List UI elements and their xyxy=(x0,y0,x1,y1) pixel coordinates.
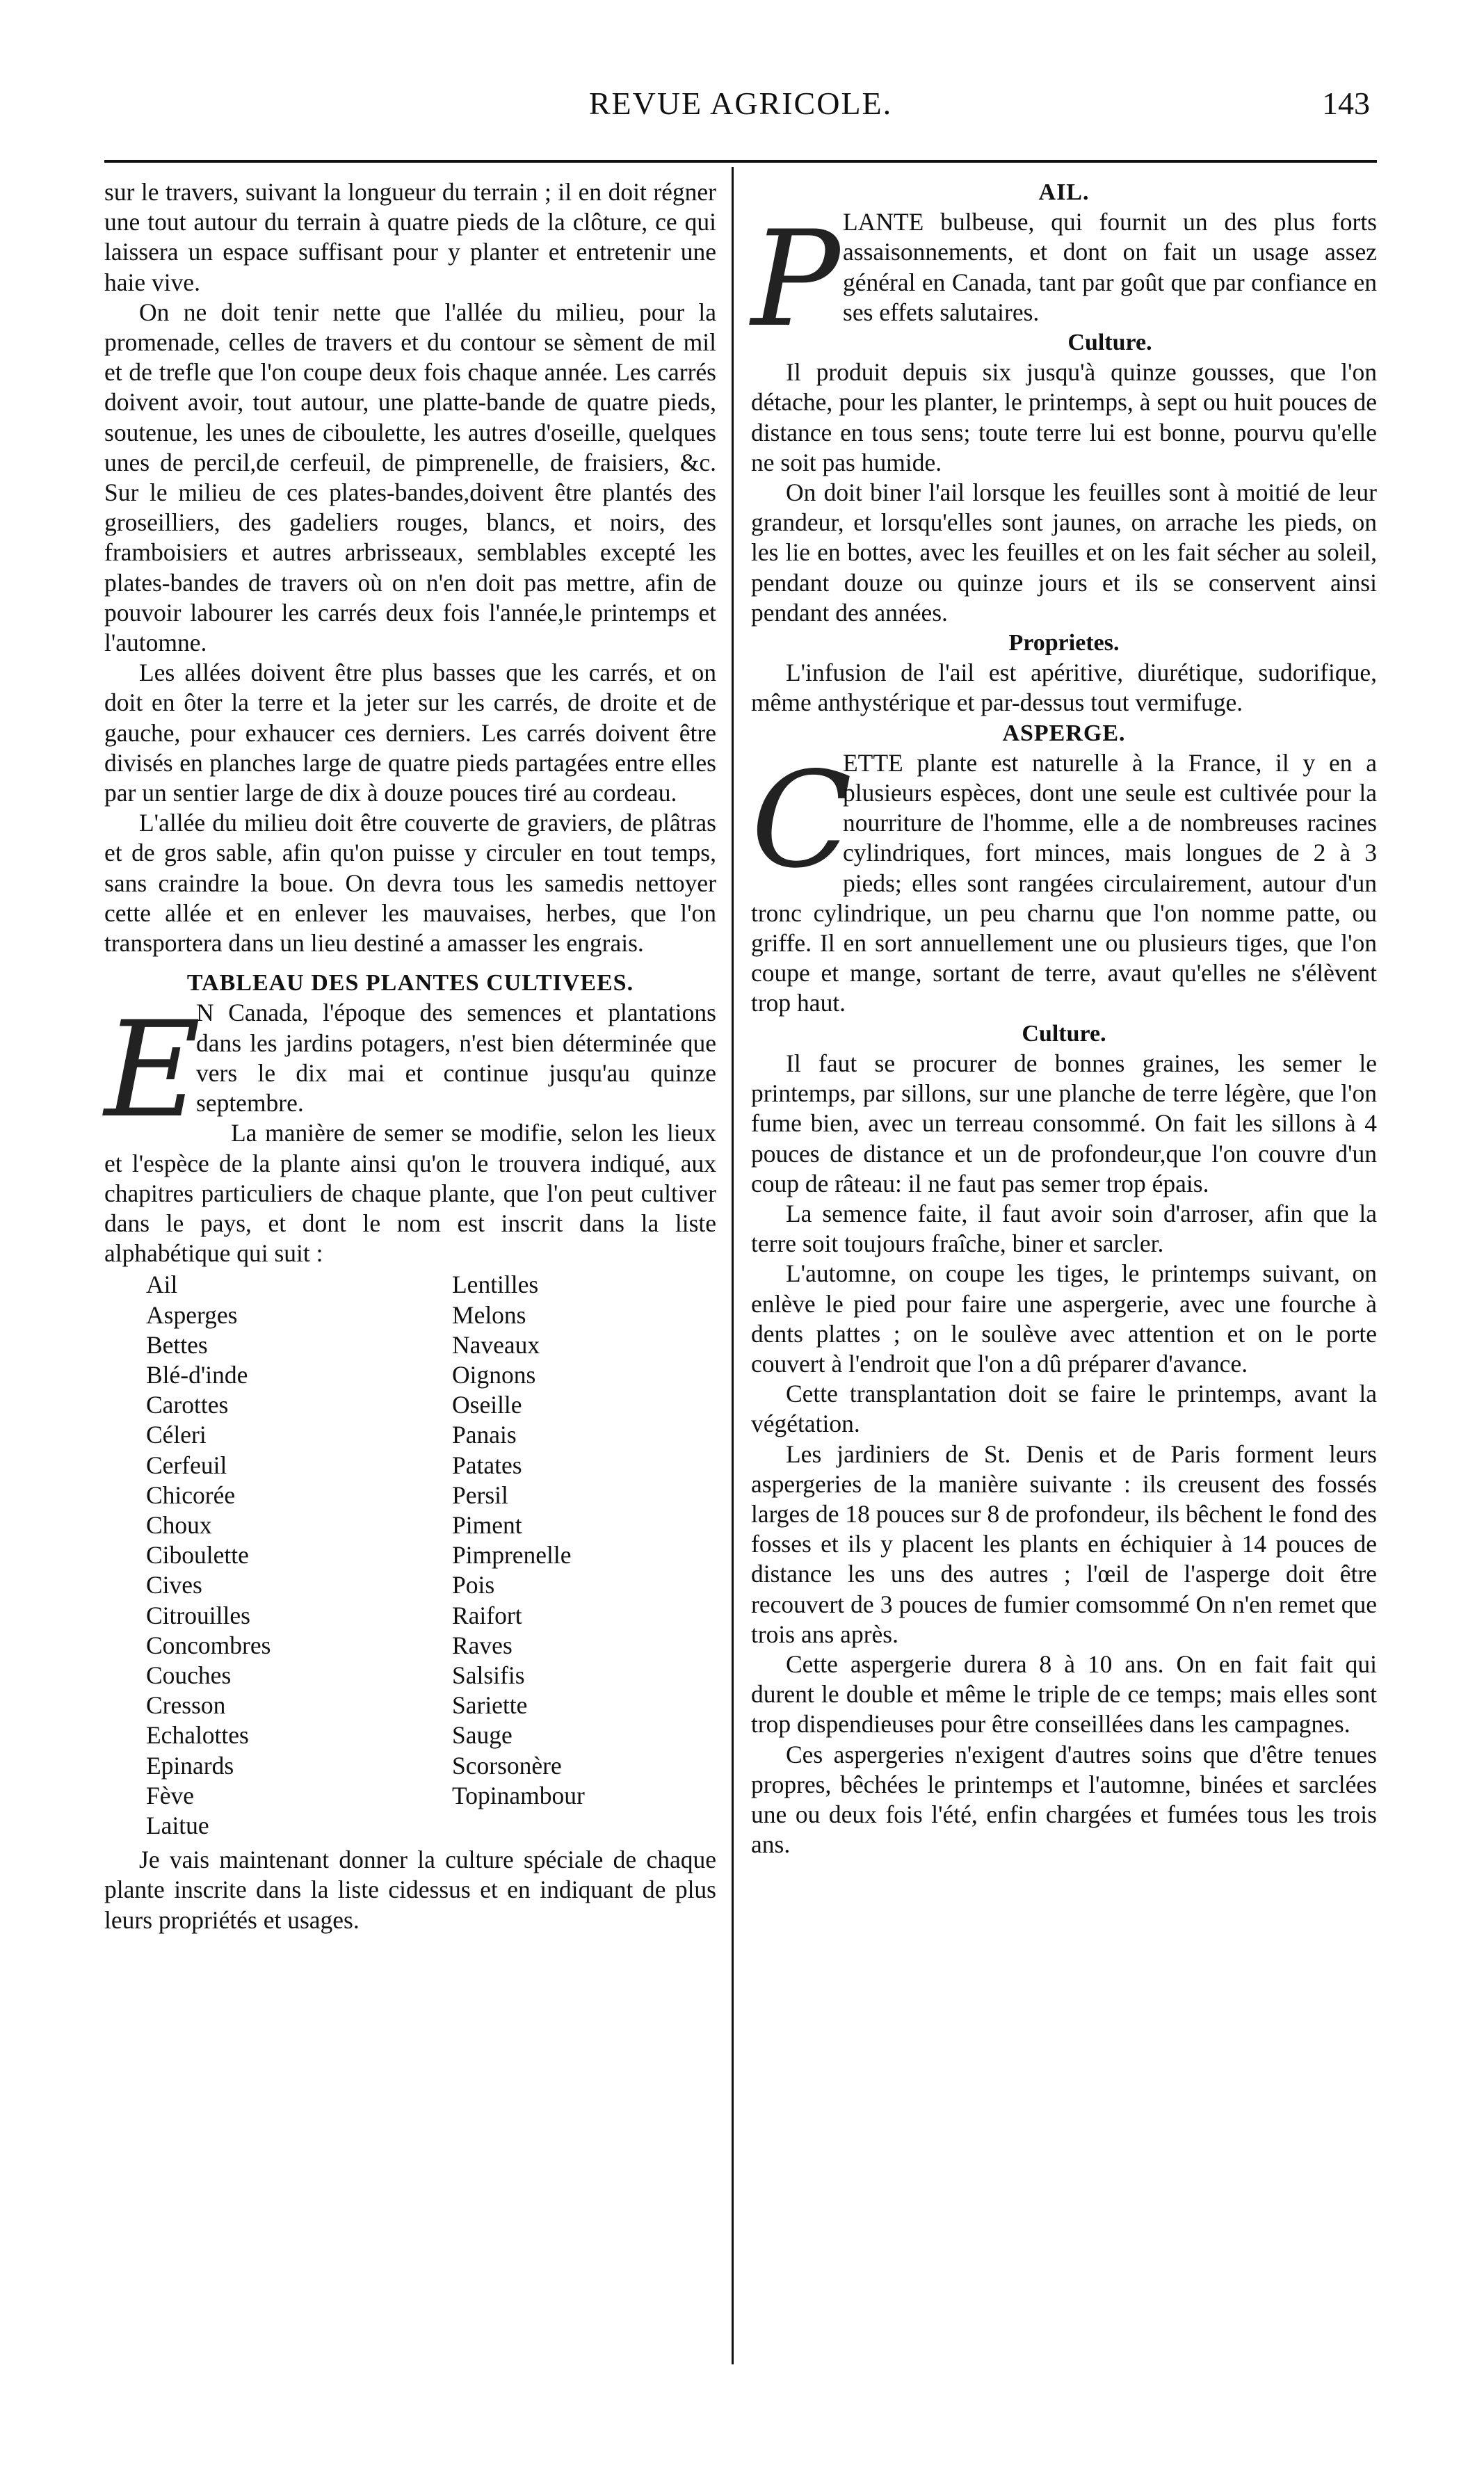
plant-list-item: Blé-d'inde xyxy=(146,1360,248,1389)
running-header xyxy=(104,85,1377,140)
plant-list-item: Ciboulette xyxy=(146,1541,249,1570)
paragraph: On ne doit tenir nette que l'allée du milieu, pour la promenade, celles de travers et du contour se sèment de mil et de trefle que l'on coupe deux fois chaque année. Les carrés doivent avoir, tout autour, une platte-bande de quatre pieds, soutenue, les unes de ciboulette, les autres d'oseille, quelques unes de percil,de cerfeuil, de pimprenelle, de fraisiers, &c. Sur le milieu de ces plates-bandes,doivent être plantés des groseilliers, des gadeliers rouges, blancs, et noirs, des framboisiers et autres arbrisseaux, semblables excepté les plates-bandes de travers où on n'en doit pas mettre, afin de pouvoir labourer les carrés deux fois l'année,le printemps et l'automne. xyxy=(104,298,716,657)
paragraph: ETTE plante est naturelle à la France, il y en a plusieurs espèces, dont une seule est cultivée pour la nourriture de l'homme, elle a de nombreuses racines cylindriques, fort minces, mais longues de 2 à 3 pieds; elles sont rangées circulairement, autour d'un tronc cylindrique, un peu charnu que l'on nomme patte, ou griffe. Il en sort annuellement une ou plusieurs tiges, que l'on coupe et mange, sortant de terre, avaut qu'elles ne s'élèvent trop haut. xyxy=(751,748,1377,1017)
plant-list-item: Echalottes xyxy=(146,1721,249,1750)
plant-list-item: Cives xyxy=(146,1571,202,1599)
plant-list-item: Asperges xyxy=(146,1300,238,1329)
page-number: 143 xyxy=(1322,86,1370,121)
plant-list-item: Scorsonère xyxy=(452,1751,562,1780)
paragraph: Il produit depuis six jusqu'à quinze gousses, que l'on détache, pour les planter, le printemps, à sept ou huit pouces de distance en tous sens; toute terre lui est bonne, pourvu qu'elle ne soit pas humide. xyxy=(751,358,1377,476)
paragraph: Il faut se procurer de bonnes graines, les semer le printemps, par sillons, sur une planche de terre légère, que l'on fume bien, avec un terreau consommé. On fait les sillons à 4 pouces de distance et un de profondeur,que l'on couvre d'un coup de râteau: il ne faut pas semer trop épais. xyxy=(751,1049,1377,1197)
plant-list-item: Raifort xyxy=(452,1601,522,1629)
plant-list-item: Ail xyxy=(146,1271,178,1299)
plant-list-item: Sauge xyxy=(452,1721,513,1750)
section-heading-tableau: TABLEAU DES PLANTES CULTIVEES. xyxy=(186,970,634,997)
paragraph: L'allée du milieu doit être couverte de graviers, de plâtras et de gros sable, afin qu'on puisse y circuler en tout temps, sans craindre la boue. On devra tous les samedis nettoyer cette allée et en enlever les mauvaises, herbes, que l'on transportera dans un lieu destiné a amasser les engrais. xyxy=(104,809,716,958)
plant-list-column-2 xyxy=(452,1270,585,1841)
subheading-proprietes: Proprietes. xyxy=(1008,630,1120,656)
plant-list-item: Pois xyxy=(452,1571,495,1599)
plant-list-item: Céleri xyxy=(146,1421,207,1449)
paragraph: LANTE bulbeuse, qui fournit un des plus forts assaisonnements, et dont on fait un usage assez général en Canada, tant par goût que par confiance en ses effets salutaires. xyxy=(843,208,1377,326)
paragraph: Les jardiniers de St. Denis et de Paris forment leurs aspergeries de la manière suivante : ils creusent des fossés larges de 18 pouces sur 8 de profondeur, ils bêchent le fond des fosses et ils y placent les plants en échiquier à 14 pouces de distance les uns des autres ; l'œil de l'asperge doit être recouvert de 3 pouces de fumier comsommé On n'en remet que trois ans après. xyxy=(751,1439,1377,1648)
left-column xyxy=(104,177,716,1935)
journal-title: REVUE AGRICOLE. xyxy=(588,86,893,121)
paragraph: L'automne, on coupe les tiges, le printemps suivant, on enlève le pied pour faire une aspergerie, avec une fourche à dents plattes ; on le soulève avec attention et on le porte couvert à l'endroit que l'on a dû préparer d'avance. xyxy=(751,1259,1377,1378)
paragraph: On doit biner l'ail lorsque les feuilles sont à moitié de leur grandeur, et lorsqu'elles sont jaunes, on arrache les pieds, on les lie en bottes, avec les feuilles et on les fait sécher au soleil, pendant douze ou quinze jours et ils se conservent ainsi pendant des années. xyxy=(751,478,1377,627)
paragraph: L'infusion de l'ail est apéritive, diurétique, sudorifique, même anthystérique et par-dessus tout vermifuge. xyxy=(751,659,1377,717)
plant-list-item: Carottes xyxy=(146,1391,229,1419)
plant-list-item: Cerfeuil xyxy=(146,1451,227,1479)
plant-list-item: Laitue xyxy=(146,1811,209,1839)
plant-list-item: Chicorée xyxy=(146,1481,236,1509)
plant-list-item: Bettes xyxy=(146,1330,208,1359)
drop-cap: E xyxy=(104,993,201,1147)
plant-list-item: Piment xyxy=(452,1510,522,1539)
plant-list-item: Fève xyxy=(146,1781,195,1809)
plant-list-column-1 xyxy=(146,1270,452,1841)
drop-cap: P xyxy=(751,202,840,357)
paragraph: Ces aspergeries n'exigent d'autres soins que d'être tenues propres, bêchées le printemps et l'automne, binées et sarclées une ou deux fois l'été, enfin chargées et fumées tous les trois ans. xyxy=(751,1740,1377,1859)
closing-paragraph: Je vais maintenant donner la culture spéciale de chaque plante inscrite dans la liste cidessus et en indiquant de plus leurs propriétés et usages. xyxy=(104,1846,716,1934)
plant-list-item: Patates xyxy=(452,1451,522,1479)
plant-list-item: Pimprenelle xyxy=(452,1541,572,1570)
plant-list-item: Cresson xyxy=(146,1691,226,1720)
plant-list-item: Lentilles xyxy=(452,1271,539,1299)
plant-list-item: Choux xyxy=(146,1510,212,1539)
paragraph: La semence faite, il faut avoir soin d'arroser, afin que la terre soit toujours fraîche, biner et sarcler. xyxy=(751,1199,1377,1258)
plant-list-item: Persil xyxy=(452,1481,508,1509)
plant-list-item: Naveaux xyxy=(452,1330,540,1359)
plant-list xyxy=(104,1270,716,1841)
paragraph: La manière de semer se modifie, selon les lieux et l'espèce de la plante ainsi qu'on le trouvera indiqué, aux chapitres particuliers de chaque plante, que l'on peut cultiver dans le pays, et dont le nom est inscrit dans la liste alphabétique qui suit : xyxy=(104,1119,716,1268)
section-heading-ail: AIL. xyxy=(1038,179,1090,205)
plant-list-item: Panais xyxy=(452,1421,517,1449)
paragraph: Cette transplantation doit se faire le printemps, avant la végétation. xyxy=(751,1380,1377,1438)
plant-list-item: Melons xyxy=(452,1300,526,1329)
plant-list-item: Concombres xyxy=(146,1631,271,1659)
plant-list-item: Epinards xyxy=(146,1751,234,1780)
plant-list-item: Topinambour xyxy=(452,1781,585,1809)
plant-list-item: Salsifis xyxy=(452,1661,525,1689)
subheading-culture: Culture. xyxy=(1067,330,1152,356)
plant-list-item: Couches xyxy=(146,1661,232,1689)
right-column xyxy=(751,177,1377,1860)
drop-cap: C xyxy=(751,743,853,897)
plant-list-item: Oignons xyxy=(452,1360,536,1389)
paragraph: Les allées doivent être plus basses que les carrés, et on doit en ôter la terre et la jeter sur les carrés, de droite et de gauche, pour exhaucer ces derniers. Les carrés doivent être divisés en planches large de quatre pieds partagées entre elles par un sentier large de dix à douze pouces tiré au cordeau. xyxy=(104,659,716,807)
paragraph: Cette aspergerie durera 8 à 10 ans. On en fait fait qui durent le double et même le triple de ce temps; mais elles sont trop dispendieuses pour être conseillées dans les campagnes. xyxy=(751,1650,1377,1739)
plant-list-item: Raves xyxy=(452,1631,513,1659)
paragraph: N Canada, l'époque des semences et plantations dans les jardins potagers, n'est bien déterminée que vers le dix mai et continue jusqu'au quinze septembre. xyxy=(196,999,716,1118)
column-divider xyxy=(732,167,734,2364)
plant-list-item: Oseille xyxy=(452,1391,522,1419)
section-heading-asperge: ASPERGE. xyxy=(1002,720,1126,746)
paragraph: sur le travers, suivant la longueur du terrain ; il en doit régner une tout autour du terrain à quatre pieds de la clôture, ce qui laissera un espace suffisant pour y planter et entretenir une haie vive. xyxy=(104,178,716,296)
header-rule xyxy=(104,160,1377,163)
plant-list-item: Sariette xyxy=(452,1691,528,1720)
subheading-culture: Culture. xyxy=(1022,1020,1106,1047)
plant-list-item: Citrouilles xyxy=(146,1601,250,1629)
